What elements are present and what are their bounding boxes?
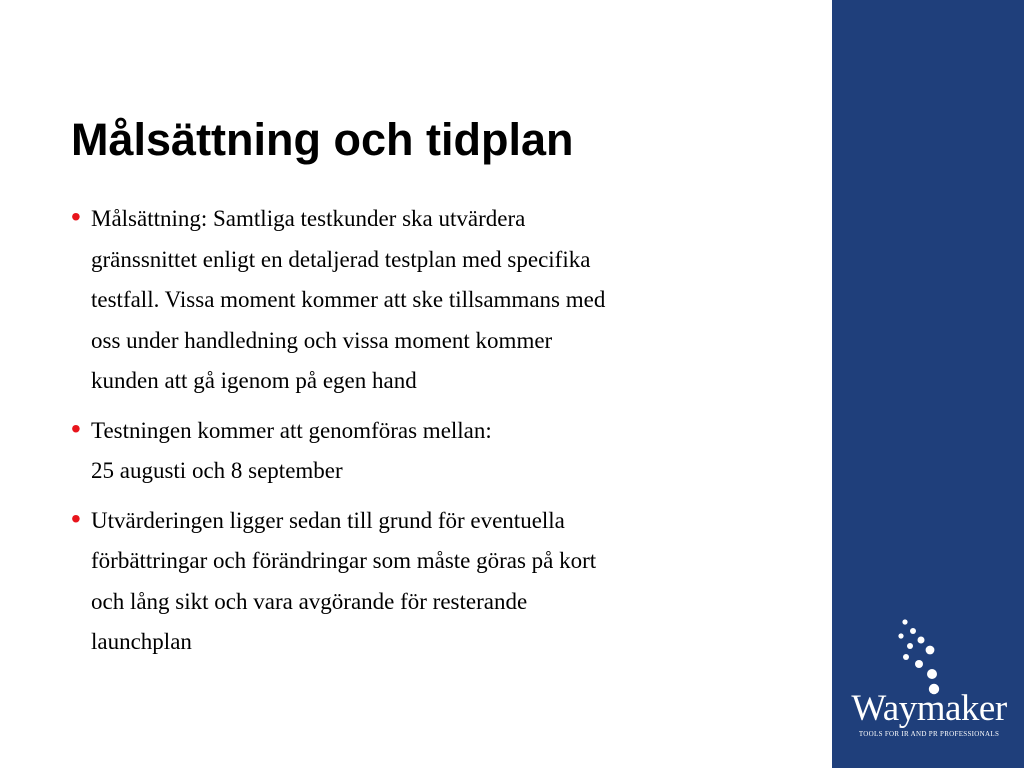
bullet-marker: • [71,201,81,232]
waymaker-logo: Waymaker [851,688,1007,729]
bullet-text-line: Målsättning: Samtliga testkunder ska utvärdera [91,206,526,231]
slide-title: Målsättning och tidplan [71,114,574,165]
bullet-item [71,501,731,663]
bullet-text-line: Utvärderingen ligger sedan till grund för eventuella [91,507,565,533]
bullet-text-line: förbättringar och förändringar som måste göras på kort [91,548,597,573]
bullet-item [71,199,731,402]
bullet-text-line: testfall. Vissa moment kommer att ske tillsammans med [91,287,606,312]
logo-tagline: TOOLS FOR IR AND PR PROFESSIONALS [858,730,1000,738]
bullet-text-line: launchplan [91,629,192,654]
bullet-text-line: 25 augusti och 8 september [91,458,343,483]
bullet-text-line: oss under handledning och vissa moment kommer [91,327,553,353]
bullet-text-line: kunden att gå igenom på egen hand [91,368,417,393]
bullet-marker: • [71,412,81,444]
bullet-text-line: Testningen kommer att genomföras mellan: [91,417,492,443]
bullet-item [71,411,731,492]
bullet-marker: • [71,502,81,534]
bullet-text-line: gränssnittet enligt en detaljerad testplan med specifika [91,246,591,272]
bullet-list [71,199,731,672]
bullet-text-line: och lång sikt och vara avgörande för resterande [91,588,528,614]
